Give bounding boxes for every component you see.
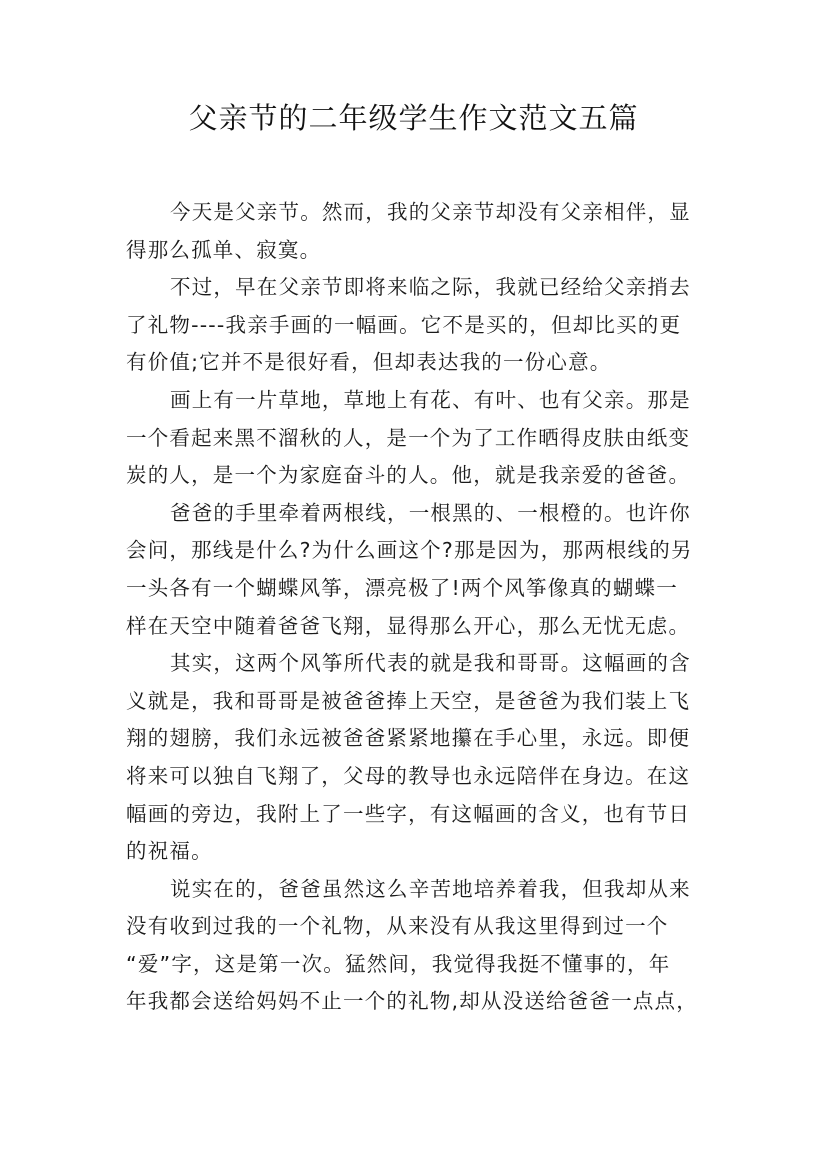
text-line: 画上有一片草地，草地上有花、有叶、也有父亲。那是 (170, 387, 691, 412)
text-line: 年我都会送给妈妈不止一个的礼物,却从没送给爸爸一点点， (126, 989, 698, 1014)
text-line: 幅画的旁边，我附上了一些字，有这幅画的含义，也有节日 (126, 801, 691, 826)
text-line: 一个看起来黑不溜秋的人，是一个为了工作晒得皮肤由纸变 (126, 425, 691, 450)
text-line: 的祝福。 (126, 839, 213, 864)
text-line: 其实，这两个风筝所代表的就是我和哥哥。这幅画的含 (170, 651, 691, 676)
text-line: 会问，那线是什么?为什么画这个?那是因为，那两根线的另 (126, 538, 693, 563)
text-line: 义就是，我和哥哥是被爸爸捧上天空，是爸爸为我们装上飞 (126, 688, 691, 713)
text-line: 有价值;它并不是很好看，但却表达我的一份心意。 (126, 350, 612, 375)
text-line: 样在天空中随着爸爸飞翔，显得那么开心，那么无忧无虑。 (126, 613, 691, 638)
text-line: 没有收到过我的一个礼物，从来没有从我这里得到过一个 (126, 914, 669, 939)
text-line: 得那么孤单、寂寞。 (126, 237, 322, 262)
document-body (126, 194, 706, 1021)
text-line: 一头各有一个蝴蝶风筝，漂亮极了!两个风筝像真的蝴蝶一 (126, 575, 678, 600)
text-line: 了礼物----我亲手画的一幅画。它不是买的，但却比买的更 (126, 312, 682, 337)
text-line: 爸爸的手里牵着两根线，一根黑的、一根橙的。也许你 (170, 500, 691, 525)
text-line: 翔的翅膀，我们永远被爸爸紧紧地攥在手心里，永远。即便 (126, 726, 691, 751)
text-line: 今天是父亲节。然而，我的父亲节却没有父亲相伴，显 (170, 200, 691, 224)
text-line: 将来可以独自飞翔了，父母的教导也永远陪伴在身边。在这 (126, 763, 691, 788)
text-line: “爱”字，这是第一次。猛然间，我觉得我挺不懂事的，年 (126, 951, 671, 976)
text-line: 不过，早在父亲节即将来临之际，我就已经给父亲捎去 (170, 275, 691, 300)
text-line: 说实在的，爸爸虽然这么辛苦地培养着我，但我却从来 (170, 876, 691, 901)
document-title: 父亲节的二年级学生作文范文五篇 (188, 101, 639, 135)
text-line: 炭的人，是一个为家庭奋斗的人。他，就是我亲爱的爸爸。 (126, 463, 691, 488)
